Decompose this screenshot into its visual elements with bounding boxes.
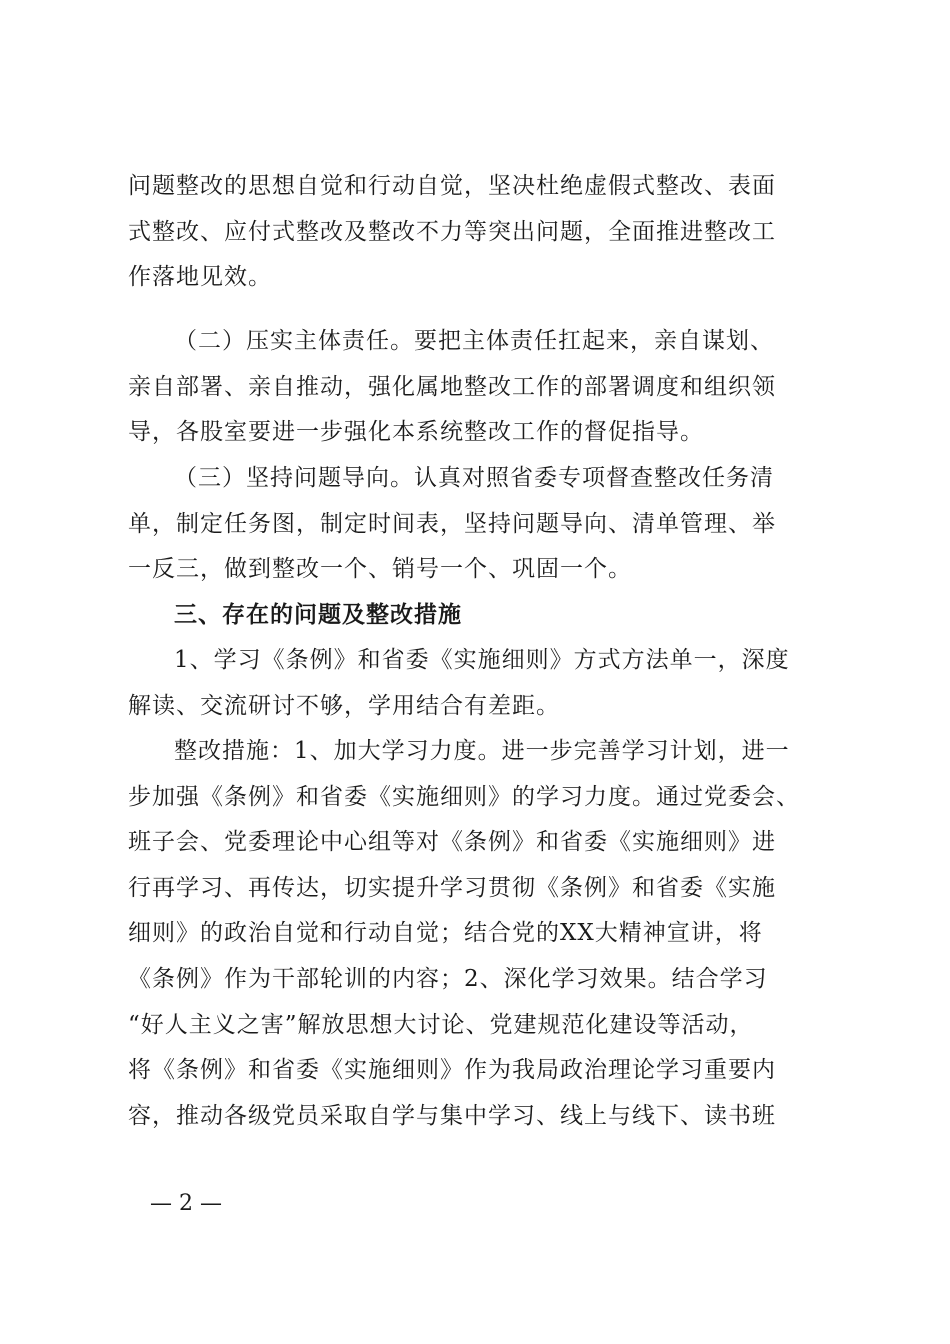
measures-paragraph — [128, 729, 828, 1139]
paragraph-line: 细则》的政治自觉和行动自觉；结合党的XX大精神宣讲，将 — [128, 920, 763, 947]
page-number: — 2 — — [150, 1191, 222, 1216]
paragraph-line: 整改措施：1、加大学习力度。进一步完善学习计划，进一 — [174, 738, 790, 764]
paragraph-line: （二）压实主体责任。要把主体责任扛起来，亲自谋划、 — [174, 328, 774, 354]
issue-paragraph — [128, 638, 828, 729]
paragraph-line: 亲自部署、亲自推动，强化属地整改工作的部署调度和组织领 — [128, 373, 776, 400]
paragraph-line: 单，制定任务图，制定时间表，坚持问题导向、清单管理、举 — [128, 510, 776, 537]
paragraph-line: 步加强《条例》和省委《实施细则》的学习力度。通过党委会、 — [128, 783, 800, 810]
paragraph-line: 容，推动各级党员采取自学与集中学习、线上与线下、读书班 — [128, 1102, 776, 1129]
section-heading: 三、存在的问题及整改措施 — [174, 601, 462, 628]
paragraph-line: 式整改、应付式整改及整改不力等突出问题，全面推进整改工 — [128, 218, 776, 245]
paragraph-line: 行再学习、再传达，切实提升学习贯彻《条例》和省委《实施 — [128, 874, 776, 901]
section-three-paragraph — [128, 456, 828, 593]
paragraph-line: 导，各股室要进一步强化本系统整改工作的督促指导。 — [128, 419, 704, 446]
paragraph-line: 问题整改的思想自觉和行动自觉，坚决杜绝虚假式整改、表面 — [128, 173, 776, 199]
paragraph-line: “好人主义之害”解放思想大讨论、党建规范化建设等活动， — [128, 1011, 754, 1038]
body-text — [128, 164, 828, 301]
paragraph-line: 将《条例》和省委《实施细则》作为我局政治理论学习重要内 — [128, 1057, 776, 1084]
paragraph-line: 作落地见效。 — [128, 264, 272, 291]
paragraph-line: 班子会、党委理论中心组等对《条例》和省委《实施细则》进 — [128, 829, 776, 856]
section-two-paragraph — [128, 319, 828, 456]
section-heading-block — [128, 592, 828, 638]
paragraph-line: 《条例》作为干部轮训的内容；2、深化学习效果。结合学习 — [128, 965, 768, 992]
paragraph-line: 1、学习《条例》和省委《实施细则》方式方法单一，深度 — [174, 647, 790, 673]
paragraph-line: 解读、交流研讨不够，学用结合有差距。 — [128, 692, 560, 719]
paragraph-line: （三）坚持问题导向。认真对照省委专项督查整改任务清 — [174, 465, 774, 491]
paragraph-line: 一反三，做到整改一个、销号一个、巩固一个。 — [128, 556, 632, 583]
